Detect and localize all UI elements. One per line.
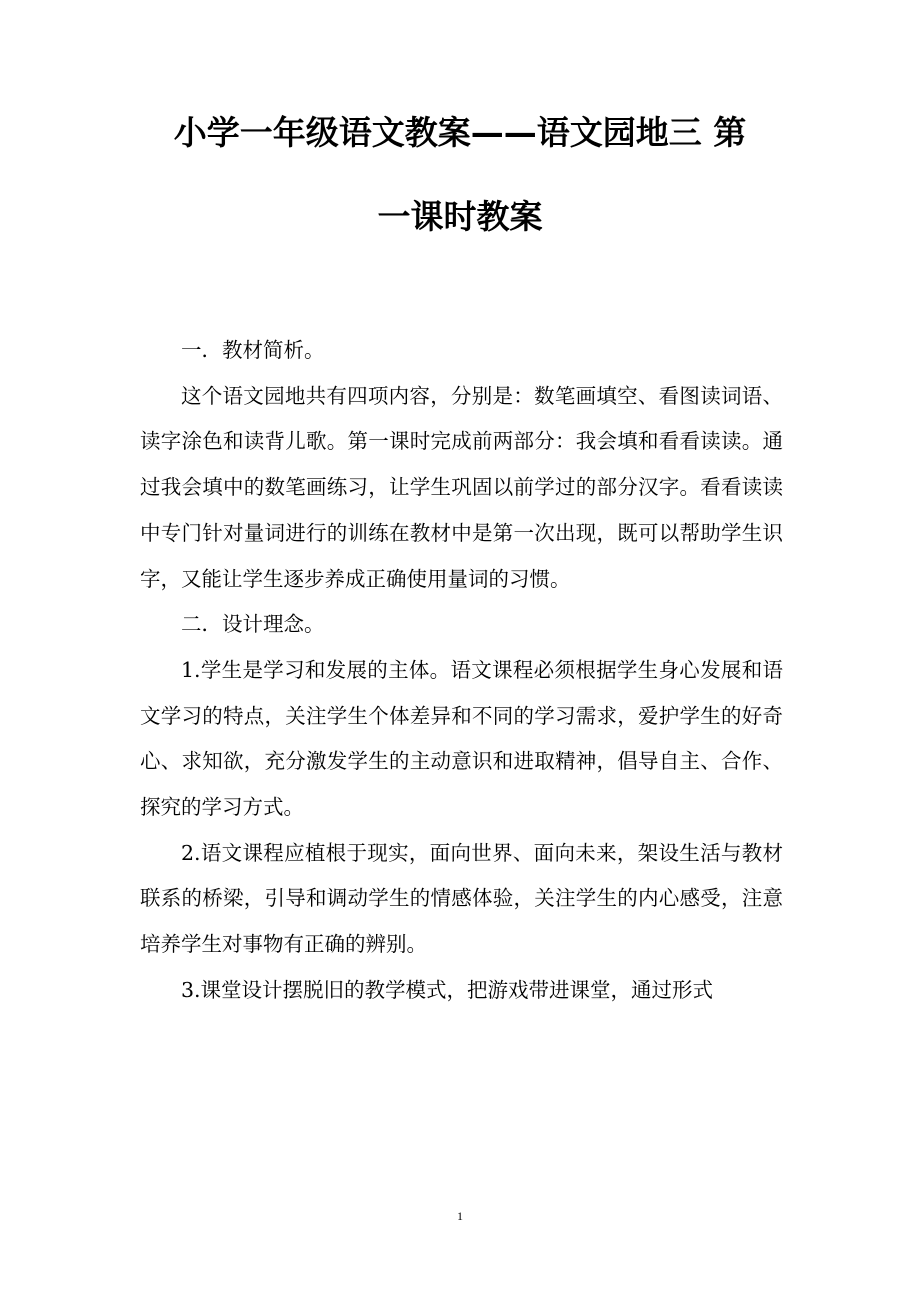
page-number: 1	[457, 1209, 463, 1223]
paragraph-design-point-3: 3.课堂设计摆脱旧的教学模式，把游戏带进课堂，通过形式	[181, 977, 714, 1002]
document-body	[140, 328, 783, 1014]
document-title-line-1: 小学一年级语文教案——语文园地三 第	[173, 113, 747, 152]
document-title-line-2: 一课时教案	[377, 197, 543, 236]
paragraph-design-point-1: 1.学生是学习和发展的主体。语文课程必须根据学生身心发展和语文学习的特点，关注学生个体差异和不同的学习需求，爱护学生的好奇心、求知欲，充分激发学生的主动意识和进取精神，倡导自主、合作、探究的学习方式。	[140, 657, 783, 820]
paragraph-design-point-2: 2.语文课程应植根于现实，面向世界、面向未来，架设生活与教材联系的桥梁，引导和调动学生的情感体验，关注学生的内心感受，注意培养学生对事物有正确的辨别。	[140, 840, 783, 957]
section-heading-textbook-analysis: 一．教材简析。	[181, 338, 325, 362]
paragraph-textbook-analysis: 这个语文园地共有四项内容，分别是：数笔画填空、看图读词语、读字涂色和读背儿歌。第一课时完成前两部分：我会填和看看读读。通过我会填中的数笔画练习，让学生巩固以前学过的部分汉字。看看读读中专门针对量词进行的训练在教材中是第一次出现，既可以帮助学生识字，又能让学生逐步养成正确使用量词的习惯。	[140, 383, 783, 591]
section-heading-design-concept: 二．设计理念。	[181, 612, 325, 637]
